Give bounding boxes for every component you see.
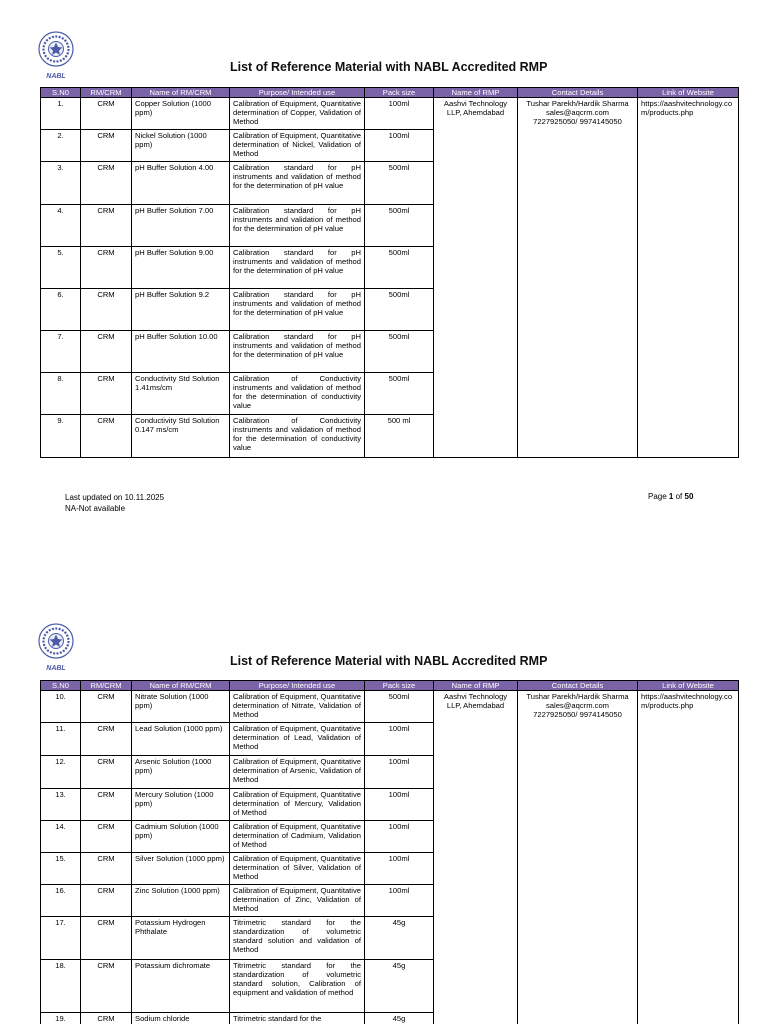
nabl-logo (36, 622, 76, 672)
nabl-emblem-icon (36, 30, 76, 72)
cell-purpose: Calibration of Equipment, Quantitative determination of Mercury, Validation of Method (230, 789, 365, 821)
cell-pack: 45g (365, 1013, 434, 1024)
col-header-rmp: Name of RMP (434, 681, 518, 691)
contact-phone: 7227925050/ 9974145050 (533, 710, 622, 719)
cell-purpose: Calibration of Conductivity instruments and validation of method for the determination of conductivity value (230, 415, 365, 458)
cell-pack: 45g (365, 917, 434, 960)
cell-name: Potassium dichromate (132, 960, 230, 1013)
cell-purpose: Calibration of Conductivity instruments and validation of method for the determination of conductivity value (230, 373, 365, 415)
cell-name: Nitrate Solution (1000 ppm) (132, 691, 230, 723)
page-of: of (675, 492, 683, 501)
cell-name: pH Buffer Solution 7.00 (132, 205, 230, 247)
cell-sno: 14. (41, 821, 81, 853)
contact-email[interactable]: sales@aqcrm.com (546, 701, 609, 710)
table-header-row (41, 681, 739, 691)
contact-person: Tushar Parekh/Hardik Sharma (526, 692, 629, 701)
cell-purpose: Calibration of Equipment, Quantitative determination of Silver, Validation of Method (230, 853, 365, 885)
cell-sno: 19. (41, 1013, 81, 1024)
cell-sno: 4. (41, 205, 81, 247)
cell-purpose: Calibration standard for pH instruments and validation of method for the determination of pH value (230, 247, 365, 289)
nabl-emblem-icon (36, 622, 76, 664)
cell-sno: 7. (41, 331, 81, 373)
cell-type: CRM (81, 205, 132, 247)
cell-purpose: Calibration of Equipment, Quantitative determination of Lead, Validation of Method (230, 723, 365, 756)
cell-name: pH Buffer Solution 9.00 (132, 247, 230, 289)
cell-name: pH Buffer Solution 10.00 (132, 331, 230, 373)
cell-purpose: Calibration of Equipment, Quantitative determination of Copper, Validation of Method (230, 98, 365, 130)
cell-type: CRM (81, 960, 132, 1013)
col-header-type: RM/CRM (81, 681, 132, 691)
cell-sno: 13. (41, 789, 81, 821)
cell-type: CRM (81, 1013, 132, 1024)
cell-type: CRM (81, 885, 132, 917)
cell-pack: 100ml (365, 130, 434, 162)
cell-sno: 5. (41, 247, 81, 289)
col-header-link: Link of Website (638, 681, 739, 691)
table-row (41, 98, 739, 130)
cell-type: CRM (81, 723, 132, 756)
cell-name: Lead Solution (1000 ppm) (132, 723, 230, 756)
cell-name: Nickel Solution (1000 ppm) (132, 130, 230, 162)
col-header-name: Name of RM/CRM (132, 88, 230, 98)
cell-sno: 18. (41, 960, 81, 1013)
cell-pack: 45g (365, 960, 434, 1013)
cell-pack: 500ml (365, 373, 434, 415)
cell-purpose: Calibration of Equipment, Quantitative determination of Cadmium, Validation of Method (230, 821, 365, 853)
cell-purpose: Calibration of Equipment, Quantitative determination of Nickel, Validation of Method (230, 130, 365, 162)
cell-type: CRM (81, 289, 132, 331)
cell-sno: 6. (41, 289, 81, 331)
cell-sno: 17. (41, 917, 81, 960)
page-title: List of Reference Material with NABL Accredited RMP (230, 654, 548, 668)
page-current: 1 (668, 492, 674, 501)
cell-purpose: Calibration of Equipment, Quantitative determination of Arsenic, Validation of Method (230, 756, 365, 789)
cell-pack: 100ml (365, 821, 434, 853)
nabl-logo (36, 30, 76, 80)
cell-name: Zinc Solution (1000 ppm) (132, 885, 230, 917)
cell-type: CRM (81, 331, 132, 373)
na-note-text: NA-Not available (65, 504, 126, 513)
col-header-purpose: Purpose/ Intended use (230, 681, 365, 691)
cell-contact (518, 98, 638, 458)
cell-pack: 100ml (365, 98, 434, 130)
col-header-link: Link of Website (638, 88, 739, 98)
page-prefix: Page (648, 492, 667, 501)
col-header-sno: S.N0 (41, 88, 81, 98)
cell-rmp-name: Aashvi Technology LLP, Ahemdabad (434, 691, 518, 1024)
cell-name: Potassium Hydrogen Phthalate (132, 917, 230, 960)
table-row (41, 691, 739, 723)
cell-pack: 100ml (365, 756, 434, 789)
cell-pack: 100ml (365, 853, 434, 885)
cell-sno: 11. (41, 723, 81, 756)
col-header-contact: Contact Details (518, 681, 638, 691)
cell-sno: 10. (41, 691, 81, 723)
page-number (648, 492, 693, 501)
cell-sno: 3. (41, 162, 81, 205)
cell-purpose: Calibration of Equipment, Quantitative determination of Zinc, Validation of Method (230, 885, 365, 917)
cell-purpose: Calibration of Equipment, Quantitative determination of Nitrate, Validation of Method (230, 691, 365, 723)
cell-name: Cadmium Solution (1000 ppm) (132, 821, 230, 853)
cell-contact (518, 691, 638, 1024)
cell-type: CRM (81, 821, 132, 853)
cell-name: Conductivity Std Solution 1.41ms/cm (132, 373, 230, 415)
page-footer-notes (65, 492, 164, 514)
cell-pack: 500ml (365, 289, 434, 331)
cell-sno: 8. (41, 373, 81, 415)
col-header-pack: Pack size (365, 88, 434, 98)
cell-type: CRM (81, 917, 132, 960)
col-header-rmp: Name of RMP (434, 88, 518, 98)
cell-sno: 16. (41, 885, 81, 917)
cell-pack: 500ml (365, 205, 434, 247)
cell-type: CRM (81, 853, 132, 885)
col-header-purpose: Purpose/ Intended use (230, 88, 365, 98)
reference-material-table (40, 87, 739, 458)
document-page-2 (0, 560, 768, 1024)
table-header-row (41, 88, 739, 98)
cell-name: Conductivity Std Solution 0.147 ms/cm (132, 415, 230, 458)
cell-sno: 15. (41, 853, 81, 885)
cell-pack: 500ml (365, 691, 434, 723)
cell-pack: 500 ml (365, 415, 434, 458)
logo-text: NABL (46, 665, 66, 672)
page-title: List of Reference Material with NABL Accredited RMP (230, 60, 548, 74)
cell-pack: 100ml (365, 885, 434, 917)
cell-sno: 2. (41, 130, 81, 162)
cell-purpose: Calibration standard for pH instruments and validation of method for the determination of pH value (230, 205, 365, 247)
cell-name: Sodium chloride (132, 1013, 230, 1024)
col-header-name: Name of RM/CRM (132, 681, 230, 691)
cell-type: CRM (81, 789, 132, 821)
reference-material-table (40, 680, 739, 1024)
col-header-sno: S.N0 (41, 681, 81, 691)
cell-pack: 100ml (365, 789, 434, 821)
cell-pack: 500ml (365, 331, 434, 373)
cell-purpose: Titrimetric standard for the (230, 1013, 365, 1024)
logo-text: NABL (46, 73, 66, 80)
col-header-contact: Contact Details (518, 88, 638, 98)
cell-website-link[interactable]: https://aashvitechnology.com/products.php (638, 98, 739, 458)
cell-purpose: Titrimetric standard for the standardization of volumetric standard solution, Calibration of equipment and validation of method (230, 960, 365, 1013)
cell-purpose: Calibration standard for pH instruments and validation of method for the determination of pH value (230, 289, 365, 331)
cell-sno: 9. (41, 415, 81, 458)
cell-purpose: Calibration standard for pH instruments and validation of method for the determination of pH value (230, 162, 365, 205)
col-header-pack: Pack size (365, 681, 434, 691)
cell-rmp-name: Aashvi Technology LLP, Ahemdabad (434, 98, 518, 458)
cell-pack: 500ml (365, 247, 434, 289)
cell-type: CRM (81, 415, 132, 458)
contact-email[interactable]: sales@aqcrm.com (546, 108, 609, 117)
page-total: 50 (684, 492, 694, 501)
cell-type: CRM (81, 691, 132, 723)
col-header-type: RM/CRM (81, 88, 132, 98)
cell-name: pH Buffer Solution 4.00 (132, 162, 230, 205)
cell-name: pH Buffer Solution 9.2 (132, 289, 230, 331)
cell-type: CRM (81, 98, 132, 130)
cell-website-link[interactable]: https://aashvitechnology.com/products.php (638, 691, 739, 1024)
cell-name: Copper Solution (1000 ppm) (132, 98, 230, 130)
cell-type: CRM (81, 247, 132, 289)
contact-phone: 7227925050/ 9974145050 (533, 117, 622, 126)
cell-pack: 500ml (365, 162, 434, 205)
cell-pack: 100ml (365, 723, 434, 756)
cell-name: Mercury Solution (1000 ppm) (132, 789, 230, 821)
cell-purpose: Titrimetric standard for the standardization of volumetric standard solution and validation of Method (230, 917, 365, 960)
cell-type: CRM (81, 756, 132, 789)
last-updated-text: Last updated on 10.11.2025 (65, 493, 165, 502)
cell-type: CRM (81, 162, 132, 205)
cell-sno: 12. (41, 756, 81, 789)
cell-type: CRM (81, 130, 132, 162)
cell-name: Arsenic Solution (1000 ppm) (132, 756, 230, 789)
cell-type: CRM (81, 373, 132, 415)
contact-person: Tushar Parekh/Hardik Sharma (526, 99, 629, 108)
cell-name: Silver Solution (1000 ppm) (132, 853, 230, 885)
cell-sno: 1. (41, 98, 81, 130)
cell-purpose: Calibration standard for pH instruments and validation of method for the determination of pH value (230, 331, 365, 373)
